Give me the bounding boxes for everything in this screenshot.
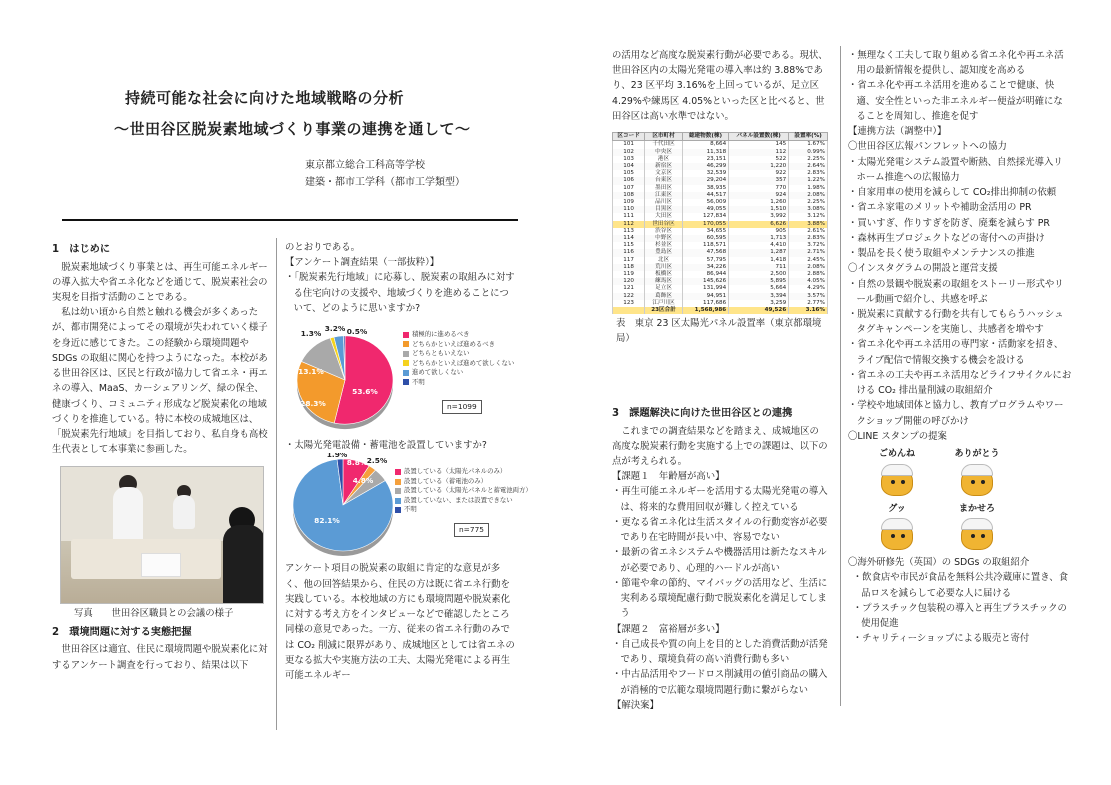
legend-label: 設置している（蓄電池のみ） xyxy=(404,476,488,485)
table-cell: 131,994 xyxy=(682,285,728,292)
pie-chart-1-legend xyxy=(403,330,514,387)
table-cell: 墨田区 xyxy=(645,185,683,192)
legend-entry xyxy=(403,349,514,359)
table-cell: 3.72% xyxy=(789,242,828,249)
table-cell: 3.08% xyxy=(789,206,828,213)
legend-swatch xyxy=(403,341,409,347)
legend-label: 不明 xyxy=(412,377,425,386)
table-cell: 江戸川区 xyxy=(645,300,683,307)
legend-entry xyxy=(395,505,532,515)
table-cell: 23区合計 xyxy=(645,307,683,314)
table-cell: 1,260 xyxy=(729,199,789,206)
pie-chart-1-sample-size: n=1099 xyxy=(442,400,482,414)
table-cell: 板橋区 xyxy=(645,271,683,278)
list-item: ・買いすぎ、作りすぎを防ぎ、廃棄を減らす PR xyxy=(848,217,1050,229)
list-item: ・節電や傘の節約、マイバッグの活用など、生活に実利ある環境配慮行動で脱炭素化を満足してしまう xyxy=(612,577,828,620)
table-cell: 121 xyxy=(613,285,645,292)
column-divider-1 xyxy=(276,238,277,730)
pie-data-label: 1.3% xyxy=(300,329,322,339)
section-1-heading: 1 はじめに xyxy=(52,244,111,255)
table-cell: 905 xyxy=(729,228,789,235)
survey-title: 【アンケート調査結果（一部抜粋）】 xyxy=(285,257,440,269)
table-cell: 文京区 xyxy=(645,170,683,177)
table-cell: 57,795 xyxy=(682,257,728,264)
table-cell: 34,226 xyxy=(682,264,728,271)
list-item: ・森林再生プロジェクトなどの寄付への声掛け xyxy=(848,232,1045,244)
table-cell: 924 xyxy=(729,192,789,199)
column-divider-2 xyxy=(840,46,841,706)
list-item: ・自己成長や質の向上を目的とした消費活動が活発であり、環境負荷の高い消費行動も多い xyxy=(612,638,828,666)
table-cell: 117 xyxy=(613,257,645,264)
table-cell: 118,571 xyxy=(682,242,728,249)
list-item: ・無理なく工夫して取り組める省エネ化や再エネ活用の最新情報を提供し、認知度を高める xyxy=(848,50,1064,77)
table-cell: 中野区 xyxy=(645,235,683,242)
table-row xyxy=(613,199,828,206)
table-cell: 3.88% xyxy=(789,221,828,228)
line-stamp xyxy=(942,447,1012,498)
table-cell: 119 xyxy=(613,271,645,278)
list-item: ・省エネ家電のメリットや補助金活用の PR xyxy=(848,202,1032,214)
legend-entry xyxy=(395,496,532,506)
table-cell: 115 xyxy=(613,242,645,249)
pie-chart-2-legend xyxy=(395,467,532,515)
table-cell: 32,539 xyxy=(682,170,728,177)
table-cell: 107 xyxy=(613,185,645,192)
legend-swatch xyxy=(395,479,401,485)
table-row xyxy=(613,177,828,184)
pie-data-label: 82.1% xyxy=(314,516,340,526)
line-stamp-heading: 〇LINE スタンプの提案 xyxy=(848,430,947,442)
issue-2-heading: 【課題２ 富裕層が多い】 xyxy=(612,623,725,635)
table-cell: 101 xyxy=(613,141,645,149)
section-3-heading: 3 課題解決に向けた世田谷区との連携 xyxy=(612,408,793,419)
table-cell: 1,568,986 xyxy=(682,307,728,314)
survey-question-1: ・「脱炭素先行地域」に応募し、脱炭素の取組みに対する住宅向けの支援や、地域づくりを進めることについて、どのように思いますか? xyxy=(285,272,515,314)
list-item: ・製品を長く使う取組やメンテナンスの推進 xyxy=(848,248,1035,260)
photo-caption: 写真 世田谷区職員との会議の様子 xyxy=(74,607,234,619)
table-cell: 127,834 xyxy=(682,213,728,220)
table-cell: 3,394 xyxy=(729,293,789,300)
table-cell: 2.77% xyxy=(789,300,828,307)
table-row xyxy=(613,249,828,256)
solution-list xyxy=(848,48,1072,124)
title-line-1: 持続可能な社会に向けた地域戦略の分析 xyxy=(125,89,405,107)
solution-heading: 【解決案】 xyxy=(612,699,659,711)
table-cell: 2.25% xyxy=(789,156,828,163)
pie-chart-2 xyxy=(285,453,532,561)
pie-chart-2-svg xyxy=(285,453,407,559)
table-cell: 122 xyxy=(613,293,645,300)
table-cell: 117,686 xyxy=(682,300,728,307)
table-cell: 2.71% xyxy=(789,249,828,256)
table-cell: 杉並区 xyxy=(645,242,683,249)
meeting-photo xyxy=(60,466,264,604)
legend-entry xyxy=(403,330,514,340)
solar-panel-table-wrapper xyxy=(612,132,828,314)
table-header-cell: 総建物数(棟) xyxy=(682,133,728,141)
table-cell: 1,510 xyxy=(729,206,789,213)
list-item: ・最新の省エネシステムや機器活用は新たなスキルが必要であり、心理的ハードルが高い xyxy=(612,547,827,574)
table-cell: 112 xyxy=(729,149,789,156)
overseas-list xyxy=(848,570,1072,646)
legend-label: 進めて欲しくない xyxy=(412,368,464,377)
table-cell: 3.12% xyxy=(789,213,828,220)
table-cell: 522 xyxy=(729,156,789,163)
table-cell: 170,055 xyxy=(682,221,728,228)
table-cell: 145,626 xyxy=(682,278,728,285)
section-3-paragraph: これまでの調査結果などを踏まえ、成城地区の高度な脱炭素行動を実施する上での課題は、以下の点が考えられる。 xyxy=(612,425,828,467)
table-cell xyxy=(613,307,645,314)
column-3 xyxy=(612,48,828,347)
legend-entry xyxy=(403,340,514,350)
department-name: 建築・都市工学科（都市工学類型） xyxy=(305,177,465,188)
table-row xyxy=(613,156,828,163)
table-row xyxy=(613,170,828,177)
table-cell: 1.98% xyxy=(789,185,828,192)
table-row xyxy=(613,242,828,249)
table-cell: 94,951 xyxy=(682,293,728,300)
table-cell: 1,220 xyxy=(729,163,789,170)
table-cell: 3,992 xyxy=(729,213,789,220)
table-cell: 大田区 xyxy=(645,213,683,220)
table-cell: 47,568 xyxy=(682,249,728,256)
table-cell: 世田谷区 xyxy=(645,221,683,228)
pie-chart-1-svg xyxy=(285,322,405,434)
list-item: ・飲食店や市民が食品を無料公共冷蔵庫に置き、食品ロスを減らして必要な人に届ける xyxy=(852,572,1068,599)
pie-data-label: 13.1% xyxy=(298,367,324,377)
table-cell: 56,009 xyxy=(682,199,728,206)
table-cell: 中央区 xyxy=(645,149,683,156)
legend-entry xyxy=(403,359,514,369)
table-cell: 2.08% xyxy=(789,264,828,271)
table-row xyxy=(613,278,828,285)
legend-swatch xyxy=(395,488,401,494)
pie-chart-2-sample-size: n=775 xyxy=(454,523,489,537)
legend-label: 不明 xyxy=(404,505,417,514)
legend-swatch xyxy=(403,370,409,376)
list-item: ・省エネの工夫や再エネ活用などライフサイクルにおける CO₂ 排出量削減の取組紹介 xyxy=(848,369,1072,397)
survey-question-2: ・太陽光発電設備・蓄電池を設置していますか? xyxy=(285,440,487,452)
pie-data-label: 28.3% xyxy=(300,399,326,409)
pie-chart-1 xyxy=(285,316,517,432)
table-cell: 29,204 xyxy=(682,177,728,184)
table-cell: 5,664 xyxy=(729,285,789,292)
legend-label: 設置している（太陽光パネルのみ） xyxy=(404,467,507,476)
collaboration-method-heading: 【連携方法（調整中）】 xyxy=(848,126,947,138)
legend-swatch xyxy=(403,351,409,357)
legend-swatch xyxy=(403,332,409,338)
table-cell: 44,517 xyxy=(682,192,728,199)
table-row xyxy=(613,163,828,170)
section-2-heading: 2 環境問題に対する実態把握 xyxy=(52,626,192,638)
table-cell: 2.88% xyxy=(789,271,828,278)
pie-data-label: 0.5% xyxy=(346,327,368,337)
table-cell: 北区 xyxy=(645,257,683,264)
section-2-analysis-continued: の活用など高度な脱炭素行動が必要である。現状、世田谷区内の太陽光発電の導入率は約 3.88%であり、23 区平均 3.16%を上回っているが、足立区 4.29%や練馬区 4.05%といった区と比べると、世田谷区は高い水準ではない。 xyxy=(612,50,828,122)
table-cell: 60,595 xyxy=(682,235,728,242)
legend-label: どちらかといえば進めて欲しくない xyxy=(412,358,515,367)
table-row xyxy=(613,228,828,235)
line-stamp xyxy=(862,447,932,498)
table-cell: 2.08% xyxy=(789,192,828,199)
table-cell: 足立区 xyxy=(645,285,683,292)
list-item: ・省エネ化や再エネ活用を進めることで健康、快適、安全性といった非エネルギー便益が明確になることを周知し、推進を促す xyxy=(848,80,1063,122)
table-row xyxy=(613,213,828,220)
pie-data-label: 8.8% xyxy=(346,458,368,468)
table-caption: 表 東京 23 区太陽光パネル設置率（東京都環境局） xyxy=(616,318,822,345)
list-item: ・太陽光発電システム設置や断熱、自然採光導入リホーム推進への広報協力 xyxy=(848,156,1063,183)
pie-data-label: 4.8% xyxy=(352,476,374,486)
table-header-cell: 区市町村 xyxy=(645,133,683,141)
table-cell: 120 xyxy=(613,278,645,285)
cat-mascot-icon xyxy=(955,516,999,552)
table-row xyxy=(613,192,828,199)
table-cell: 品川区 xyxy=(645,199,683,206)
table-cell: 770 xyxy=(729,185,789,192)
legend-entry xyxy=(395,486,532,496)
list-item: ・再生可能エネルギーを活用する太陽光発電の導入は、将来的な費用回収が難しく控えている xyxy=(612,486,828,513)
table-cell: 8,664 xyxy=(682,141,728,149)
table-cell: 103 xyxy=(613,156,645,163)
table-cell: 4.29% xyxy=(789,285,828,292)
table-total-row xyxy=(613,307,828,314)
table-row xyxy=(613,264,828,271)
table-cell: 23,151 xyxy=(682,156,728,163)
table-cell: 台東区 xyxy=(645,177,683,184)
column-4 xyxy=(848,48,1072,647)
table-cell: 110 xyxy=(613,206,645,213)
column-2 xyxy=(285,240,532,683)
line-stamp-label: まかせろ xyxy=(958,503,995,514)
table-cell: 104 xyxy=(613,163,645,170)
table-cell: 145 xyxy=(729,141,789,149)
legend-label: 設置している（太陽光パネルと蓄電池両方） xyxy=(404,486,532,495)
table-row xyxy=(613,257,828,264)
table-cell: 3,259 xyxy=(729,300,789,307)
legend-swatch xyxy=(395,469,401,475)
header-rule xyxy=(62,219,518,221)
table-cell: 38,935 xyxy=(682,185,728,192)
table-cell: 葛飾区 xyxy=(645,293,683,300)
table-cell: 49,055 xyxy=(682,206,728,213)
pamphlet-list xyxy=(848,155,1072,262)
column-1 xyxy=(52,240,268,673)
section-2-analysis: アンケート項目の脱炭素の取組に肯定的な意見が多く、他の回答結果から、住民の方は既に省エネ行動を実践している。本校地域の方にも環境問題や脱炭素化に対する考え方をインタビューなどで確認したところ同様の意見であった。一方、従来の省エネ行動のみでは CO₂ 削減に限界があり、成城地区としては省エネの更なる拡大や実施方法の工夫、太陽光発電による再生可能エネルギー xyxy=(285,563,515,682)
table-cell: 106 xyxy=(613,177,645,184)
cat-mascot-icon xyxy=(875,462,919,498)
legend-label: どちらともいえない xyxy=(412,349,470,358)
table-cell: 0.99% xyxy=(789,149,828,156)
table-cell: 102 xyxy=(613,149,645,156)
section-2-continuation: のとおりである。 xyxy=(285,242,361,253)
table-cell: 渋谷区 xyxy=(645,228,683,235)
table-cell: 2,500 xyxy=(729,271,789,278)
legend-entry xyxy=(395,477,532,487)
table-cell: 108 xyxy=(613,192,645,199)
table-cell: 千代田区 xyxy=(645,141,683,149)
table-cell: 86,944 xyxy=(682,271,728,278)
pie-data-label: 2.5% xyxy=(366,456,388,466)
table-cell: 118 xyxy=(613,264,645,271)
table-cell: 2.25% xyxy=(789,199,828,206)
table-cell: 2.45% xyxy=(789,257,828,264)
list-item: ・更なる省エネ化は生活スタイルの行動変容が必要であり在宅時間が長い中、容易でない xyxy=(612,516,828,544)
table-cell: 6,626 xyxy=(729,221,789,228)
table-cell: 109 xyxy=(613,199,645,206)
section-2-paragraph: 世田谷区は適宜、住民に環境問題や脱炭素化に対するアンケート調査を行っており、結果は以下 xyxy=(52,644,268,671)
legend-entry xyxy=(403,368,514,378)
legend-swatch xyxy=(395,507,401,513)
table-row xyxy=(613,293,828,300)
list-item: ・自家用車の使用を減らして CO₂排出抑制の依頼 xyxy=(848,187,1057,199)
table-cell: 2.83% xyxy=(789,235,828,242)
pie-data-label: 1.9% xyxy=(326,453,348,460)
list-item: ・チャリティーショップによる販売と寄付 xyxy=(852,633,1030,645)
section-1-paragraph-2: 私は幼い頃から自然と触れる機会が多くあったが、都市開発によってその環境が失われていく様子を身近に感じてきた。この経験から環境問題や SDGs の取組に関心を持つようになった。本校がある世田谷区は、区民と行政が協力して省エネ・再エネの導入、MaaS、カーシェアリング、緑の保全、健康づくり、コミュニティ形成など脱炭素化の地域づくりを推進している。特に本校の成城地区は、「脱炭素先行地域」を目指しており、私自身も高校生代表として本事業に参画した。 xyxy=(52,307,268,456)
table-cell: 目黒区 xyxy=(645,206,683,213)
table-cell: 112 xyxy=(613,221,645,228)
table-header-cell: パネル設置数(棟) xyxy=(729,133,789,141)
table-cell: 1.67% xyxy=(789,141,828,149)
table-row xyxy=(613,149,828,156)
table-cell: 1.22% xyxy=(789,177,828,184)
list-item: ・省エネ化や再エネ活用の専門家・活動家を招き、ライブ配信で情報交換する機会を設ける xyxy=(848,339,1064,366)
table-cell: 123 xyxy=(613,300,645,307)
table-cell: 荒川区 xyxy=(645,264,683,271)
school-name: 東京都立総合工科高等学校 xyxy=(305,160,425,171)
table-row xyxy=(613,300,828,307)
table-cell: 新宿区 xyxy=(645,163,683,170)
legend-label: どちらかといえば進めるべき xyxy=(412,339,496,348)
legend-entry xyxy=(403,378,514,388)
legend-swatch xyxy=(395,498,401,504)
table-cell: 1,287 xyxy=(729,249,789,256)
legend-swatch xyxy=(403,379,409,385)
table-cell: 1,713 xyxy=(729,235,789,242)
table-cell: 3.57% xyxy=(789,293,828,300)
overseas-heading: 〇海外研修先（英国）の SDGs の取組紹介 xyxy=(848,557,1030,569)
legend-label: 設置していない、または設置できない xyxy=(404,495,513,504)
table-cell: 江東区 xyxy=(645,192,683,199)
line-stamp xyxy=(862,502,932,553)
legend-label: 積極的に進めるべき xyxy=(412,330,470,339)
legend-entry xyxy=(395,467,532,477)
table-row xyxy=(613,141,828,149)
solar-panel-table xyxy=(612,132,828,314)
table-cell: 113 xyxy=(613,228,645,235)
list-item: ・中古品活用やフードロス削減用の値引商品の購入が消極的で広範な環境問題行動に繋がらない xyxy=(612,669,828,696)
line-stamp xyxy=(942,502,1012,553)
list-item: ・自然の景観や脱炭素の取組をストーリー形式やリール動画で紹介し、共感を呼ぶ xyxy=(848,278,1064,305)
table-row xyxy=(613,271,828,278)
line-stamp-label: ありがとう xyxy=(954,449,1000,460)
table-header-cell: 区コード xyxy=(613,133,645,141)
table-cell: 49,526 xyxy=(729,307,789,314)
instagram-heading: 〇インスタグラムの開設と運営支援 xyxy=(848,263,998,275)
issue-2-list xyxy=(612,637,828,698)
line-stamp-label: グッ xyxy=(888,503,906,514)
table-row xyxy=(613,235,828,242)
instagram-list xyxy=(848,277,1072,429)
table-row xyxy=(613,185,828,192)
table-cell: 4.05% xyxy=(789,278,828,285)
table-cell: 5,895 xyxy=(729,278,789,285)
table-header-cell: 設置率(%) xyxy=(789,133,828,141)
table-cell: 1,418 xyxy=(729,257,789,264)
column-3-lower xyxy=(612,404,828,713)
table-cell: 4,410 xyxy=(729,242,789,249)
table-cell: 11,318 xyxy=(682,149,728,156)
table-cell: 711 xyxy=(729,264,789,271)
table-cell: 豊島区 xyxy=(645,249,683,256)
table-cell: 114 xyxy=(613,235,645,242)
table-cell: 練馬区 xyxy=(645,278,683,285)
title-line-2: ～世田谷区脱炭素地域づくり事業の連携を通して～ xyxy=(114,120,471,138)
line-stamp-label: ごめんね xyxy=(878,449,915,460)
pamphlet-heading: 〇世田谷区広報パンフレットへの協力 xyxy=(848,141,1007,153)
section-1-paragraph-1: 脱炭素地域づくり事業とは、再生可能エネルギーの導入拡大や省エネ化などを通じて、脱炭素社会の実現を目指す活動のことである。 xyxy=(52,261,268,303)
list-item: ・学校や地域団体と協力し、教育プログラムやワークショップ開催の呼びかけ xyxy=(848,400,1064,427)
table-cell: 2.64% xyxy=(789,163,828,170)
table-cell: 357 xyxy=(729,177,789,184)
table-row xyxy=(613,285,828,292)
table-cell: 港区 xyxy=(645,156,683,163)
list-item: ・プラスチック包装税の導入と再生プラスチックの使用促進 xyxy=(852,602,1067,630)
table-cell: 116 xyxy=(613,249,645,256)
cat-mascot-icon xyxy=(875,516,919,552)
table-cell: 46,299 xyxy=(682,163,728,170)
table-cell: 111 xyxy=(613,213,645,220)
pie-data-label: 53.6% xyxy=(352,387,378,397)
table-cell: 34,655 xyxy=(682,228,728,235)
table-cell: 2.83% xyxy=(789,170,828,177)
issue-1-heading: 【課題１ 年齢層が高い】 xyxy=(612,471,725,483)
table-cell: 3.16% xyxy=(789,307,828,314)
issue-1-list xyxy=(612,484,828,621)
pie-data-label: 3.2% xyxy=(324,324,346,334)
table-row xyxy=(613,221,828,228)
cat-mascot-icon xyxy=(955,462,999,498)
table-cell: 922 xyxy=(729,170,789,177)
table-cell: 105 xyxy=(613,170,645,177)
table-row xyxy=(613,206,828,213)
list-item: ・脱炭素に貢献する行動を共有してもらうハッシュタグキャンペーンを実施し、共感者を増やす xyxy=(848,308,1064,336)
table-cell: 2.61% xyxy=(789,228,828,235)
legend-swatch xyxy=(403,360,409,366)
line-stamps xyxy=(862,447,1072,552)
